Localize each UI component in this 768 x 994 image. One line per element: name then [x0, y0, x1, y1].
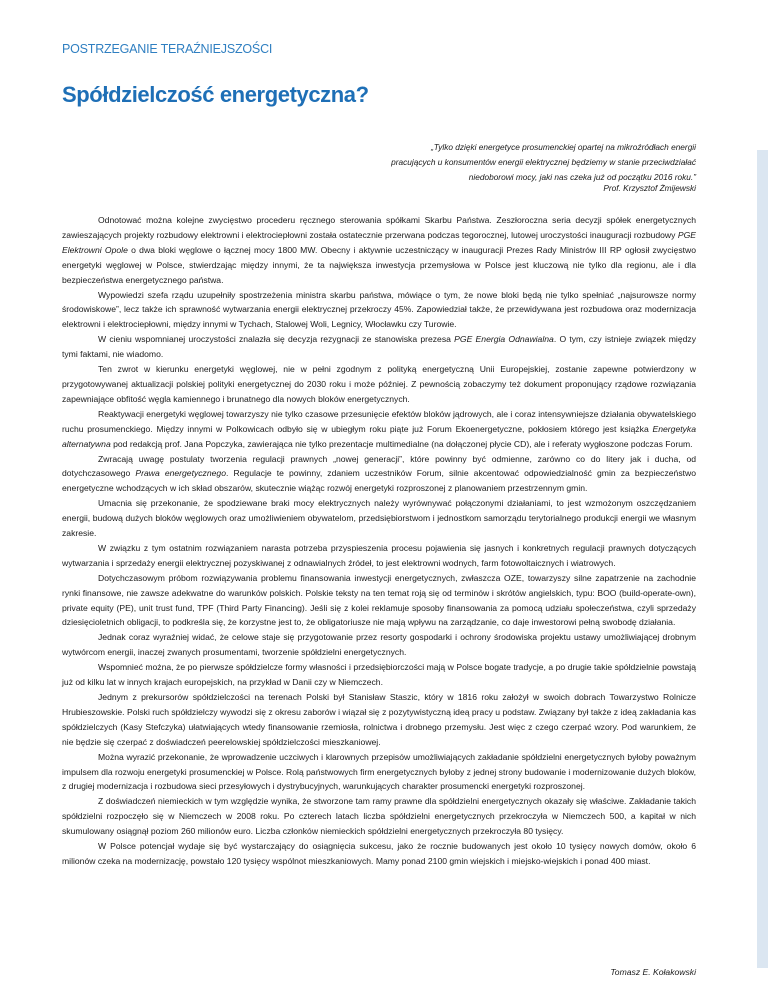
quote-line: pracujących u konsumentów energii elektrycznej będziemy w stanie przeciwdziałać — [391, 157, 696, 167]
article-paragraph — [62, 630, 696, 660]
article-paragraph — [62, 213, 696, 288]
paragraph-text: Można wyrazić przekonanie, że wprowadzenie uczciwych i klarownych przepisów umożliwiających zakładanie spółdzielni energetycznych byłoby poważnym impulsem dla rozwoju energetyki prosumenckiej w Polsce. Rolą państwowych firm energetycznych byłoby z jednej strony budowanie i modernizowanie dużych bloków, z drugiej modernizacja i rozbudowa sieci przesyłowych i dystrybucyjnych, warunkujących charakter prosumencki energetyki rozproszonej. — [62, 751, 696, 792]
article-paragraph — [62, 332, 696, 362]
paragraph-text: Odnotować można kolejne zwycięstwo procederu ręcznego sterowania spółkami Skarbu Państwa. Zeszłoroczna seria decyzji spółek energetycznych zawieszających projekty rozbudowy elektrowni i elektrociepłowni została ostatecznie przerwana podczas tegorocznej, lutowej uroczystości inauguracji rozbudowy — [62, 215, 696, 240]
paragraph-text: o dwa bloki węglowe o łącznej mocy 1800 MW. Obecny i aktywnie uczestniczący w inauguracji Prezes Rady Ministrów III RP ogłosił zwycięstwo energetyki węglowej w Polsce, stwierdzając między innymi, że ta największa inwestycja przemysłowa w Polsce jest kluczową nie tylko dla regionu, ale i dla bezpieczeństwa energetycznego państwa. — [62, 244, 696, 285]
italic-title: Prawa energetycznego — [135, 468, 226, 479]
article-paragraph — [62, 571, 696, 631]
article-paragraph — [62, 362, 696, 407]
paragraph-text: Jednym z prekursorów spółdzielczości na terenach Polski był Stanisław Staszic, który w 1816 roku założył w swoich dobrach Towarzystwo Rolnicze Hrubieszowskie. Polski ruch spółdzielczy wywodzi się z okresu zaborów i wiązał się z pozytywistyczną ideą pracy u podstaw. Związany był także z ideą zakładania kas spółdzielczych (Kasy Stefczyka) ułatwiających wtedy finansowanie rzemiosła, rolnictwa i drobnego przemysłu. Jest więc z czego czerpać wzory. Pod warunkiem, że nie będzie się czerpać z doświadczeń peerelowskiej spółdzielczości mieszkaniowej. — [62, 692, 696, 747]
article-title: Spółdzielczość energetyczna? — [62, 82, 369, 107]
paragraph-text: Z doświadczeń niemieckich w tym względzie wynika, że stworzone tam ramy prawne dla spółdzielni energetycznych okazały się właściwe. Zakładanie takich spółdzielni rozpoczęło się w Niemczech w 2008 roku. Po czterech latach liczba spółdzielni energetycznych przekroczyła w Niemczech 500, a kapitał w nich skumulowany osiągnął poziom 260 milionów euro. Liczba członków niemieckich spółdzielni energetycznych przekroczyła 80 tysięcy. — [62, 796, 696, 837]
section-label: POSTRZEGANIE TERAŹNIEJSZOŚCI — [62, 42, 273, 56]
italic-title: Energetyka alternatywna — [62, 423, 696, 449]
paragraph-text: Wypowiedzi szefa rządu uzupełniły spostrzeżenia ministra skarbu państwa, mówiące o tym, że nowe bloki będą nie tylko spełniać „najsurowsze normy środowiskowe”, lecz także ich sprawność wytwarzania energii elektrycznej przekroczy 45%. Zapowiedział także, że przewidywana jest rozbudowa oraz modernizacja elektrowni i elektrociepłowni, między innymi w Tychach, Stalowej Woli, Legnicy, Włocławku czy Turowie. — [62, 289, 696, 330]
paragraph-text: Dotychczasowym próbom rozwiązywania problemu finansowania inwestycji energetycznych, zwłaszcza OZE, towarzyszy silne zapatrzenie na zachodnie rynki finansowe, nie zawsze adekwatne do warunków polskich. Polskie teksty na ten temat roją się od terminów i skrótów angielskich, typu: BOO (build-operate-own), private equity (PE), unit trust fund, TPF (Third Party Financing). Jeśli się z kolei reklamuje sposoby finansowania za pomocą udziału społeczeństwa, czyli sprzedaży dziesięcioletnich obligacji, to podkreśla się, że korzystne jest to, że obligatoriusze nie mają wpływu na zarządzanie, co daje inwestorowi pełną swobodę działania. — [62, 572, 696, 628]
quote-line: „Tylko dzięki energetyce prosumenckiej opartej na mikroźródłach energii — [430, 142, 696, 152]
article-paragraph — [62, 288, 696, 333]
paragraph-text: W związku z tym ostatnim rozwiązaniem narasta potrzeba przyspieszenia procesu pojawienia się jasnych i konkretnych regulacji prawnych dotyczących wytwarzania i sprzedaży energii elektrycznej pozyskiwanej z odnawialnych źródeł, to jest elektrowni wodnych, farm fotowoltaicznych i wiatrowych. — [62, 542, 696, 568]
article-paragraph — [62, 839, 696, 869]
article-paragraph — [62, 750, 696, 795]
paragraph-text: Zwracają uwagę postulaty tworzenia regulacji prawnych „nowej generacji”, które powinny być odmienne, zarówno co do litery jak i ducha, od dotychczasowego — [62, 453, 696, 479]
paragraph-text: Ten zwrot w kierunku energetyki węglowej, nie w pełni zgodnym z polityką energetyczną Unii Europejskiej, zostanie zapewne potwierdzony w przygotowywanej aktualizacji polskiej polityki energetycznej do 2030 roku i może później. Z pewnością zobaczymy też dokument proponujący rządowe rozwiązania zapewniające obfitość węgla kamiennego i brunatnego dla nowych bloków energetycznych. — [62, 364, 696, 404]
paragraph-text: Umacnia się przekonanie, że spodziewane braki mocy elektrycznych należy wyrównywać połączonymi działaniami, to jest wzmożonym oszczędzaniem energii, budową dużych bloków węglowych oraz umożliwieniem obywatelom, przedsiębiorstwom i jednostkom samorządu terytorialnego produkcji energii we własnym zakresie. — [62, 498, 696, 539]
article-paragraph — [62, 496, 696, 541]
paragraph-text: Jednak coraz wyraźniej widać, że celowe staje się przygotowanie przez resorty gospodarki i ochrony środowiska projektu ustawy umożliwiającej drobnym wytwórcom energii, inaczej zwanych prosumentami, tworzenie spółdzielni energetycznych. — [62, 632, 696, 658]
italic-title: PGE Energia Odnawialna — [454, 334, 554, 345]
article-signature: Tomasz E. Kołakowski — [610, 967, 696, 977]
paragraph-text: Wspomnieć można, że po pierwsze spółdzielcze formy własności i przedsiębiorczości mają w Polsce bogate tradycje, a po drugie takie spółdzielnie powstają już od kilku lat w innych krajach europejskich, na przykład w Danii czy w Niemczech. — [62, 662, 696, 688]
sidebar-tab — [757, 150, 768, 968]
italic-title: PGE Elektrowni Opole — [62, 229, 696, 255]
quote-line: niedoborowi mocy, jaki nas czeka już od początku 2016 roku.” — [468, 172, 696, 182]
article-paragraph — [62, 407, 696, 452]
article-paragraph — [62, 660, 696, 690]
paragraph-text: W Polsce potencjał wydaje się być wystarczający do osiągnięcia sukcesu, jako że rocznie budowanych jest około 10 tysięcy nowych domów, około 6 milionów czeka na modernizację, powstało 120 tysięcy wspólnot mieszkaniowych. Mamy ponad 2100 gmin wiejskich i miejsko-wiejskich i ponad 400 miast. — [62, 841, 696, 866]
article-paragraph — [62, 452, 696, 497]
paragraph-text: W cieniu wspomnianej uroczystości znalazła się decyzja rezygnacji ze stanowiska prezesa — [98, 334, 455, 345]
article-paragraph — [62, 794, 696, 839]
article-paragraph — [62, 541, 696, 571]
paragraph-text: . O tym, czy istnieje związek między tymi faktami, nie wiadomo. — [62, 334, 696, 360]
article-body — [62, 213, 696, 869]
epigraph-quote — [256, 140, 696, 185]
paragraph-text: Reaktywacji energetyki węglowej towarzyszy nie tylko czasowe przesunięcie efektów bloków jądrowych, ale i coraz intensywniejsze działania obywatelskiego ruchu prosumenckiego. Między innymi w Polkowicach odbyło się w ubiegłym roku piąte już Forum Ekoenergetyczne, pokłosiem którego jest książka — [62, 408, 696, 434]
article-paragraph — [62, 690, 696, 750]
quote-author: Prof. Krzysztof Żmijewski — [603, 183, 696, 193]
paragraph-text: . Regulacje te powinny, zdaniem uczestników Forum, silnie akcentować odpowiedzialność gmin za bezpieczeństwo energetyczne wchodzących w ich skład obszarów, skutecznie wiążąc rozwój energetyki rozproszonej z planowaniem przestrzennym gmin. — [62, 468, 697, 494]
paragraph-text: pod redakcją prof. Jana Popczyka, zawierająca nie tylko prezentacje multimedialne (na dołączonej płycie CD), ale i referaty wygłoszone podczas Forum. — [110, 438, 693, 449]
